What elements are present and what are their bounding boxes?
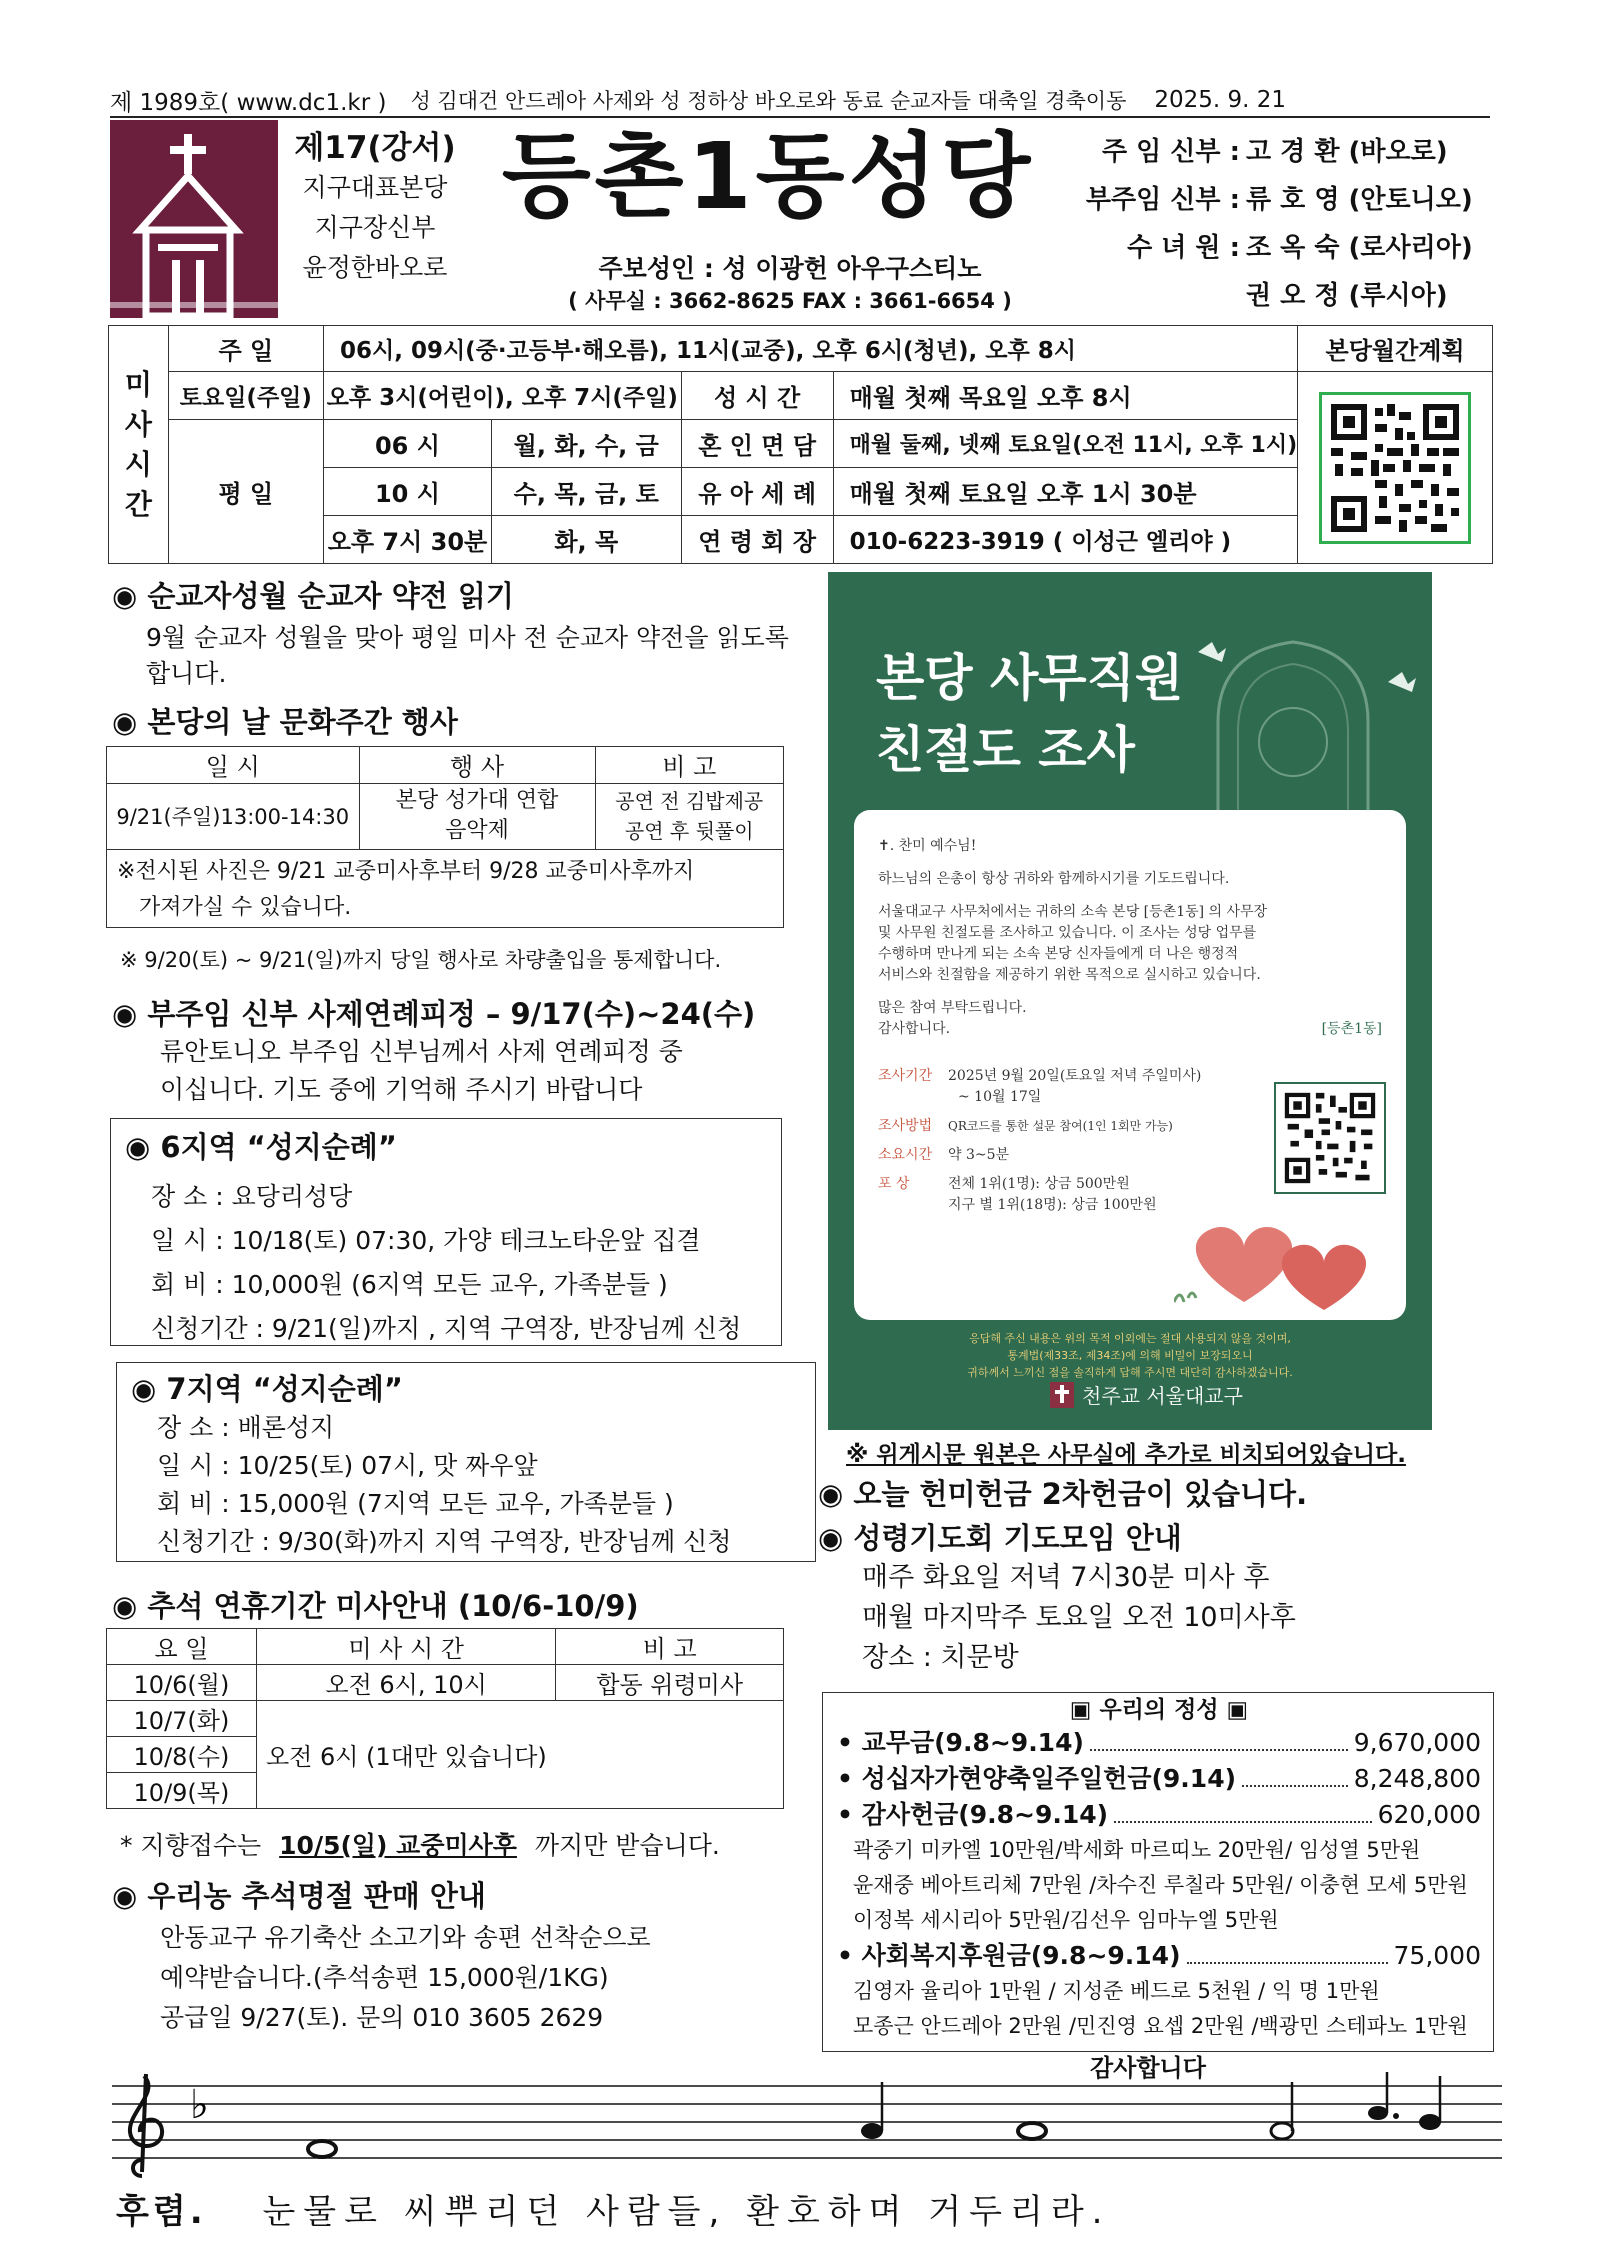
offering-amount: 9,670,000 bbox=[1353, 1728, 1481, 1757]
note-cell: 합동 위령미사 bbox=[556, 1665, 784, 1701]
weekday-days: 월, 화, 수, 금 bbox=[491, 420, 681, 468]
leader-dots bbox=[1114, 1821, 1372, 1823]
issue-line bbox=[110, 84, 1490, 118]
offering-amount: 620,000 bbox=[1377, 1800, 1481, 1829]
prize-value bbox=[948, 1174, 1157, 1216]
event-note-line1: 공연 전 김밥제공 bbox=[615, 789, 764, 813]
saturday-times: 오후 3시(어린이), 오후 7시(주일) bbox=[323, 372, 681, 420]
period-value bbox=[948, 1066, 1201, 1108]
day-cell: 10/9(목) bbox=[107, 1773, 257, 1809]
poster-greeting: ✝. 찬미 예수님! bbox=[878, 838, 977, 854]
staff-name: 조 옥 숙 (로사리아) bbox=[1246, 233, 1473, 263]
offering-label: • 사회복지후원금(9.8~9.14) bbox=[837, 1941, 1181, 1970]
region7-fee: 회 비 : 15,000원 (7지역 모든 교우, 가족분들 ) bbox=[157, 1489, 674, 1518]
retreat-body2: 이십니다. 기도 중에 기억해 주시기 바랍니다 bbox=[160, 1075, 643, 1104]
region6-pilgrimage-box bbox=[110, 1118, 782, 1346]
poster-paragraph4: 감사합니다. bbox=[878, 1021, 951, 1037]
prize-value-line2: 지구 별 1위(18명): 상금 100만원 bbox=[948, 1197, 1157, 1213]
traffic-notice: ※ 9/20(토) ~ 9/21(일)까지 당일 행사로 차량출입을 통제합니다. bbox=[120, 948, 722, 972]
header-note: 비 고 bbox=[595, 747, 783, 783]
offering-row bbox=[837, 1725, 1481, 1761]
weekday-days: 화, 목 bbox=[491, 516, 681, 564]
music-staff bbox=[112, 2072, 1502, 2180]
weekday-time: 10 시 bbox=[323, 468, 491, 516]
mass-time-cell: 오전 6시, 10시 bbox=[256, 1665, 555, 1701]
day-cell: 10/6(월) bbox=[107, 1665, 257, 1701]
intention-notice bbox=[120, 1826, 720, 1862]
offerings-box bbox=[822, 1692, 1494, 2052]
thanks-donors bbox=[837, 1833, 1481, 1938]
offering-label: • 성십자가현양축일주일헌금(9.14) bbox=[837, 1764, 1237, 1793]
offering-label: • 감사헌금(9.8~9.14) bbox=[837, 1800, 1109, 1829]
period-value-line1: 2025년 9월 20일(토요일 저녁 주일미사) bbox=[948, 1068, 1202, 1084]
duration-value: 약 3~5분 bbox=[948, 1147, 1010, 1163]
event-name-line1: 본당 성가대 연합 bbox=[395, 788, 559, 813]
photo-notice-line1: ※전시된 사진은 9/21 교중미사후부터 9/28 교중미사후까지 bbox=[117, 858, 695, 884]
note-dotted-quarter-icon bbox=[1368, 2106, 1388, 2120]
culture-week-box bbox=[106, 746, 784, 928]
qr-cell bbox=[1298, 372, 1493, 564]
staff-sister bbox=[1080, 224, 1520, 272]
region7-pilgrimage-box bbox=[116, 1362, 816, 1562]
offerings-title: ▣ 우리의 정성 ▣ bbox=[1069, 1697, 1249, 1723]
retreat-body1: 류안토니오 부주임 신부님께서 사제 연례피정 중 bbox=[160, 1037, 683, 1066]
region7-details bbox=[157, 1409, 731, 1561]
staff-name: 류 호 영 (안토니오) bbox=[1246, 185, 1473, 215]
district-line2: 지구장신부 bbox=[314, 213, 436, 242]
event-note bbox=[595, 783, 783, 849]
weekday-days: 수, 목, 금, 토 bbox=[491, 468, 681, 516]
poster-title-line2: 친절도 조사 bbox=[876, 720, 1135, 779]
poster-footnote-line: 통계법(제33조, 제34조)에 의해 비밀이 보장되오니 bbox=[1007, 1349, 1253, 1362]
staff-pastor bbox=[1080, 128, 1520, 176]
chuseok-mass-title: ◉ 추석 연휴기간 미사안내 (10/6-10/9) bbox=[112, 1589, 639, 1623]
note-half-icon bbox=[1271, 2123, 1293, 2139]
closing-thanks: 감사합니다 bbox=[1090, 2054, 1206, 2082]
side-label-text: 미 사 시 간 bbox=[124, 367, 152, 521]
poster-brand bbox=[1050, 1380, 1243, 1409]
martyr-reading-title: ◉ 순교자성월 순교자 약전 읽기 bbox=[112, 579, 514, 613]
period-value-line2: ~ 10월 17일 bbox=[958, 1089, 1042, 1105]
poster-paragraph1: 하느님의 은총이 항상 귀하와 함께하시기를 기도드립니다. bbox=[878, 871, 1230, 887]
poster-title bbox=[876, 642, 1183, 786]
duration-label: 소요시간 bbox=[878, 1147, 933, 1163]
note-quarter-icon bbox=[1419, 2114, 1441, 2130]
issue-number: 제 1989호( www.dc1.kr ) bbox=[110, 89, 387, 116]
survey-qr[interactable] bbox=[1274, 1082, 1386, 1194]
poster-card bbox=[854, 810, 1406, 1320]
holy-hour-value: 매월 첫째 목요일 오후 8시 bbox=[833, 372, 1297, 420]
woorinong-line3: 공급일 9/27(토). 문의 010 3605 2629 bbox=[160, 2003, 604, 2032]
note-whole-icon bbox=[1018, 2123, 1046, 2139]
refrain-label: 후렴. bbox=[116, 2192, 207, 2232]
woorinong-line1: 안동교구 유기축산 소고기와 송편 선착순으로 bbox=[160, 1923, 651, 1952]
staff-name: 권 오 정 (루시아) bbox=[1246, 281, 1448, 311]
poster-footnote-line: 응답해 주신 내용은 위의 목적 이외에는 절대 사용되지 않을 것이며, bbox=[969, 1332, 1291, 1345]
donor-line: 곽중기 미카엘 10만원/박세화 마르띠노 20만원/ 임성열 5만원 bbox=[853, 1838, 1421, 1862]
offering-label: • 교무금(9.8~9.14) bbox=[837, 1728, 1084, 1757]
mass-time-cell: 오전 6시 (1대만 있습니다) bbox=[256, 1701, 555, 1809]
period-label: 조사기간 bbox=[878, 1068, 933, 1084]
event-name-line2: 음악제 bbox=[445, 818, 509, 843]
region7-place: 장 소 : 배론성지 bbox=[157, 1413, 335, 1442]
culture-week-table bbox=[107, 747, 783, 850]
prayer-meeting-line3: 장소 : 치문방 bbox=[862, 1642, 1019, 1673]
parish-title-block bbox=[478, 118, 1058, 236]
chuseok-mass-table bbox=[106, 1628, 784, 1809]
note-cell-empty bbox=[556, 1701, 784, 1809]
weekday-time: 06 시 bbox=[323, 420, 491, 468]
issue-date: 2025. 9. 21 bbox=[1154, 87, 1287, 113]
patron-block bbox=[550, 252, 1030, 316]
header-day: 요 일 bbox=[107, 1629, 257, 1665]
region6-fee: 회 비 : 10,000원 (6지역 모든 교우, 가족분들 ) bbox=[151, 1270, 668, 1299]
second-collection-notice: ◉ 오늘 헌미헌금 2차헌금이 있습니다. bbox=[818, 1477, 1308, 1511]
leader-dots bbox=[1242, 1785, 1348, 1787]
hearts-illustration-icon bbox=[1174, 1202, 1384, 1312]
poster-paragraph2-line: 서비스와 친절함을 제공하기 위한 목적으로 실시하고 있습니다. bbox=[878, 967, 1261, 983]
archdiocese-logo-icon bbox=[1050, 1382, 1074, 1408]
intention-notice-pre: * 지향접수는 bbox=[120, 1831, 262, 1860]
poster-footnote-line: 귀하께서 느끼신 점을 솔직하게 답해 주시면 대단히 감사하겠습니다. bbox=[967, 1366, 1293, 1379]
donor-line: 윤재중 베아트리체 7만원 /차수진 루칠라 5만원/ 이충현 모세 5만원 bbox=[853, 1873, 1468, 1897]
prayer-meeting-title: ◉ 성령기도회 기도모임 안내 bbox=[818, 1521, 1182, 1555]
holy-hour-label: 성 시 간 bbox=[681, 372, 833, 420]
donor-line: 이정복 세시리아 5만원/김선우 임마누엘 5만원 bbox=[853, 1908, 1279, 1932]
region7-apply: 신청기간 : 9/30(화)까지 지역 구역장, 반장님께 신청 bbox=[157, 1527, 732, 1556]
offering-amount: 8,248,800 bbox=[1353, 1764, 1481, 1793]
baptism-label: 유 아 세 례 bbox=[681, 468, 833, 516]
header-date: 일 시 bbox=[107, 747, 359, 783]
woorinong-line2: 예약받습니다.(추석송편 15,000원/1KG) bbox=[160, 1963, 609, 1992]
poster-brand-text: 천주교 서울대교구 bbox=[1082, 1384, 1243, 1408]
region6-details bbox=[151, 1175, 741, 1351]
wedding-value: 매월 둘째, 넷째 토요일(오전 11시, 오후 1시) bbox=[833, 420, 1297, 468]
staff-role bbox=[1080, 272, 1240, 320]
sunday-label: 주 일 bbox=[168, 326, 323, 372]
leader-dots bbox=[1090, 1749, 1348, 1751]
event-date: 9/21(주일)13:00-14:30 bbox=[107, 783, 359, 849]
staff-sister-2 bbox=[1080, 272, 1520, 320]
treble-clef-icon bbox=[130, 2074, 162, 2176]
qr-code-icon bbox=[1327, 400, 1463, 536]
saturday-label: 토요일(주일) bbox=[168, 372, 323, 420]
parish-logo bbox=[110, 120, 278, 318]
staff-list bbox=[1080, 128, 1520, 320]
refrain-text: 눈물로 씨뿌리던 사람들, 환호하며 거두리라. bbox=[262, 2192, 1111, 2232]
poster-parish-tag: [등촌1동] bbox=[1321, 1021, 1382, 1037]
donor-line: 김영자 율리아 1만원 / 지성준 베드로 5천원 / 익 명 1만원 bbox=[853, 1979, 1380, 2003]
monthly-plan-qr[interactable] bbox=[1319, 392, 1471, 544]
region7-title: ◉ 7지역 “성지순례” bbox=[131, 1372, 403, 1406]
district-line1: 지구대표본당 bbox=[302, 173, 448, 202]
staff-assistant bbox=[1080, 176, 1520, 224]
survey-poster bbox=[828, 572, 1432, 1430]
poster-paragraph2-line: 및 사무원 친절도를 조사하고 있습니다. 이 조사는 성당 업무를 bbox=[878, 925, 1257, 941]
prayer-meeting-line1: 매주 화요일 저녁 7시30분 미사 후 bbox=[862, 1562, 1270, 1593]
parish-name: 등촌1동성당 bbox=[501, 123, 1035, 230]
region6-title: ◉ 6지역 “성지순례” bbox=[125, 1130, 397, 1164]
day-cell: 10/7(화) bbox=[107, 1701, 257, 1737]
event-note-line2: 공연 후 뒷풀이 bbox=[624, 819, 754, 843]
wedding-label: 혼 인 면 담 bbox=[681, 420, 833, 468]
stained-glass-window-icon bbox=[1158, 612, 1428, 842]
church-icon bbox=[110, 120, 278, 318]
monthly-plan-label: 본당월간계획 bbox=[1298, 326, 1493, 372]
patron-saint: 주보성인 : 성 이광헌 아우구스티노 bbox=[598, 254, 982, 283]
leader-dots bbox=[1187, 1962, 1388, 1964]
office-phone: ( 사무실 : 3662-8625 FAX : 3661-6654 ) bbox=[568, 289, 1012, 313]
woorinong-body bbox=[160, 1918, 651, 2038]
region6-apply: 신청기간 : 9/21(일)까지 , 지역 구역장, 반장님께 신청 bbox=[151, 1314, 742, 1343]
culture-week-title: ◉ 본당의 날 문화주간 행사 bbox=[112, 705, 458, 739]
poster-original-note: ※ 위게시문 원본은 사무실에 추가로 비치되어있습니다. bbox=[846, 1442, 1406, 1468]
flat-sign-icon: ♭ bbox=[190, 2082, 209, 2128]
staff-role: 수 녀 원 : bbox=[1127, 233, 1240, 263]
offering-row bbox=[837, 1938, 1481, 1974]
feast-title: 성 김대건 안드레아 사제와 성 정하상 바오로와 동료 순교자들 대축일 경축이동 bbox=[410, 89, 1127, 113]
weekday-label: 평 일 bbox=[168, 420, 323, 564]
martyr-reading-body2: 합니다. bbox=[146, 659, 227, 688]
region6-place: 장 소 : 요당리성당 bbox=[151, 1182, 353, 1211]
poster-paragraph2-line: 수행하며 만나게 되는 소속 본당 신자들에게 더 나은 행정적 bbox=[878, 946, 1239, 962]
poster-footnote bbox=[868, 1330, 1392, 1381]
prayer-meeting-body bbox=[862, 1558, 1296, 1678]
martyr-reading-body1: 9월 순교자 성월을 맞아 평일 미사 전 순교자 약전을 읽도록 bbox=[146, 623, 789, 652]
district-info bbox=[290, 128, 460, 288]
funeral-label: 연 령 회 장 bbox=[681, 516, 833, 564]
staff-name: 고 경 환 (바오로) bbox=[1246, 137, 1448, 167]
method-value: QR코드를 통한 설문 참여(1인 1회만 가능) bbox=[948, 1119, 1173, 1133]
offering-row bbox=[837, 1797, 1481, 1833]
welfare-donors bbox=[837, 1974, 1481, 2044]
funeral-value: 010-6223-3919 ( 이성근 엘리야 ) bbox=[833, 516, 1297, 564]
woorinong-title: ◉ 우리농 추석명절 판매 안내 bbox=[112, 1879, 486, 1913]
intention-notice-post: 까지만 받습니다. bbox=[534, 1831, 720, 1860]
staff-role: 부주임 신부 : bbox=[1085, 185, 1240, 215]
qr-code-icon bbox=[1282, 1090, 1378, 1186]
header-mass-time: 미 사 시 간 bbox=[256, 1629, 555, 1665]
event-name bbox=[359, 783, 595, 849]
note-whole-icon bbox=[308, 2141, 336, 2157]
header-note: 비 고 bbox=[556, 1629, 784, 1665]
day-cell: 10/8(수) bbox=[107, 1737, 257, 1773]
prize-label: 포 상 bbox=[878, 1176, 910, 1192]
weekday-time: 오후 7시 30분 bbox=[323, 516, 491, 564]
region7-datetime: 일 시 : 10/25(토) 07시, 맛 짜우앞 bbox=[157, 1451, 538, 1480]
district-number: 제17(강서) bbox=[294, 130, 456, 166]
prayer-meeting-line2: 매월 마지막주 토요일 오전 10미사후 bbox=[862, 1602, 1296, 1633]
refrain-lyrics bbox=[116, 2184, 1111, 2233]
poster-paragraph2 bbox=[878, 902, 1382, 986]
district-line3: 윤정한바오로 bbox=[302, 253, 448, 282]
retreat-title: ◉ 부주임 신부 사제연례피정 – 9/17(수)~24(수) bbox=[112, 997, 756, 1031]
prize-value-line1: 전체 1위(1명): 상금 500만원 bbox=[948, 1176, 1130, 1192]
offering-amount: 75,000 bbox=[1393, 1941, 1481, 1970]
poster-paragraph2-line: 서울대교구 사무처에서는 귀하의 소속 본당 [등촌1동] 의 사무장 bbox=[878, 904, 1268, 920]
photo-notice bbox=[107, 850, 783, 930]
intention-notice-deadline: 10/5(일) 교중미사후 bbox=[279, 1831, 517, 1860]
poster-paragraph3: 많은 참여 부탁드립니다. bbox=[878, 1000, 1027, 1016]
mass-times-table bbox=[108, 325, 1493, 564]
photo-notice-line2: 가져가실 수 있습니다. bbox=[139, 894, 352, 920]
header-event: 행 사 bbox=[359, 747, 595, 783]
baptism-value: 매월 첫째 토요일 오후 1시 30분 bbox=[833, 468, 1297, 516]
region6-datetime: 일 시 : 10/18(토) 07:30, 가양 테크노타운앞 집결 bbox=[151, 1226, 701, 1255]
donor-line: 모종근 안드레아 2만원 /민진영 요셉 2만원 /백광민 스테파노 1만원 bbox=[853, 2014, 1468, 2038]
sunday-times: 06시, 09시(중·고등부·해오름), 11시(교중), 오후 6시(청년), 오후 8시 bbox=[323, 326, 1297, 372]
mass-times-side-label bbox=[109, 326, 169, 564]
poster-title-line1: 본당 사무직원 bbox=[876, 648, 1184, 707]
method-label: 조사방법 bbox=[878, 1118, 933, 1134]
note-quarter-icon bbox=[861, 2123, 883, 2139]
staff-role: 주 임 신부 : bbox=[1101, 137, 1240, 167]
offering-row bbox=[837, 1761, 1481, 1797]
